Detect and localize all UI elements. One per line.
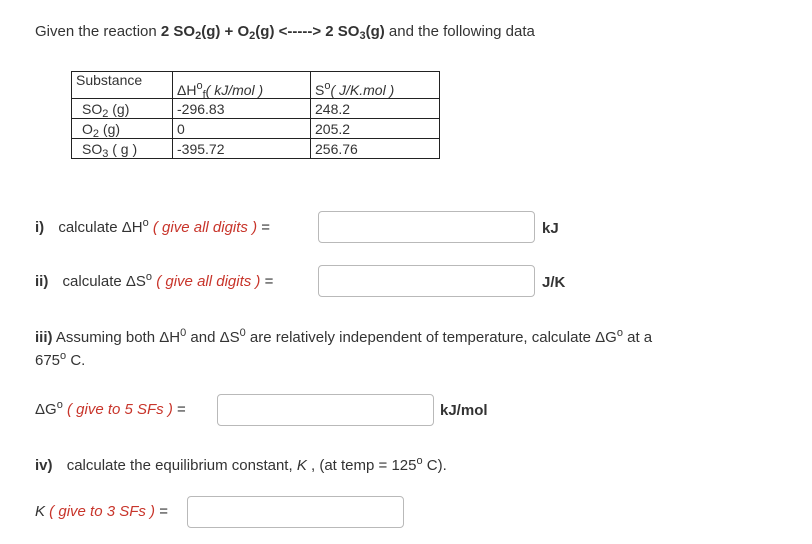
delta-h-symbol: ΔH (121, 219, 143, 236)
delta-s-symbol: ΔS (219, 329, 240, 346)
question-ii-label: ii) calculate $\Delta S^o$ ( give all digits ) = (35, 271, 274, 290)
table-row (72, 99, 440, 119)
table-row (72, 119, 440, 139)
reactant2: $O_2(g)$ (237, 23, 275, 42)
row-substance: $SO_3$ ( g ) (72, 139, 173, 159)
hint-text: ( give to 5 SFs ) (66, 401, 173, 418)
header-entropy: $S^o$( J/K.mol ) (311, 72, 440, 99)
delta-g-symbol: ΔG (595, 329, 617, 346)
intro-prefix: Given the reaction (35, 23, 161, 40)
delta-h-symbol: ΔH (159, 329, 181, 346)
row-entropy: 205.2 (311, 119, 440, 139)
question-number: ii) (35, 273, 49, 290)
k-symbol: K (296, 457, 307, 474)
header-enthalpy: $\Delta H^o_f$( kJ/mol ) (173, 72, 311, 99)
row-enthalpy: -296.83 (173, 99, 311, 119)
question-number: i) (35, 219, 45, 236)
k-label: K ( give to 3 SFs ) = (35, 503, 168, 520)
row-enthalpy: 0 (173, 119, 311, 139)
hint-text: ( give all digits ) (152, 219, 258, 236)
unit-kj: kJ (542, 220, 559, 237)
row-entropy: 256.76 (311, 139, 440, 159)
delta-g-input[interactable] (217, 394, 434, 426)
row-substance: $O_2$ (g) (72, 119, 173, 139)
table-row (72, 139, 440, 159)
reactant1: 2 $SO_2(g)$ (160, 23, 221, 42)
plus-sign: + (224, 23, 234, 40)
question-number: iv) (35, 457, 53, 474)
unit-jk: J/K (542, 274, 566, 291)
k-input[interactable] (187, 496, 404, 528)
thermo-data-table (71, 71, 440, 159)
table-header-row (72, 72, 440, 99)
reaction-statement (35, 23, 535, 40)
hint-text: ( give to 3 SFs ) (45, 503, 156, 520)
row-substance: $SO_2$ (g) (72, 99, 173, 119)
equilibrium-arrow: <-----> (278, 23, 322, 40)
question-iv-text: iv) calculate the equilibrium constant, K , (at temp = $125^o$ C). (35, 455, 447, 474)
row-enthalpy: -395.72 (173, 139, 311, 159)
question-iii-text: iii) Assuming both $\Delta H^0$ and $\Delta S^0$ are relatively independent of temperature, calculate $\Delta G^o$ at a 675$^o$ C. (35, 327, 653, 369)
question-number: iii) (35, 329, 53, 346)
product: 2 $SO_3(g)$ (325, 23, 385, 42)
intro-suffix: and the following data (384, 23, 535, 40)
unit-kj-mol: kJ/mol (440, 402, 488, 419)
delta-s-symbol: ΔS (125, 273, 146, 290)
delta-h-input[interactable] (318, 211, 535, 243)
temperature-value: 675 (35, 352, 61, 369)
question-i-label: i) calculate $\Delta H^o$ ( give all digits ) = (35, 217, 271, 236)
header-substance: Substance (72, 72, 173, 99)
delta-g-label: $\Delta G^o$ ( give to 5 SFs ) = (35, 399, 186, 418)
delta-s-input[interactable] (318, 265, 535, 297)
hint-text: ( give all digits ) (156, 273, 261, 290)
row-entropy: 248.2 (311, 99, 440, 119)
